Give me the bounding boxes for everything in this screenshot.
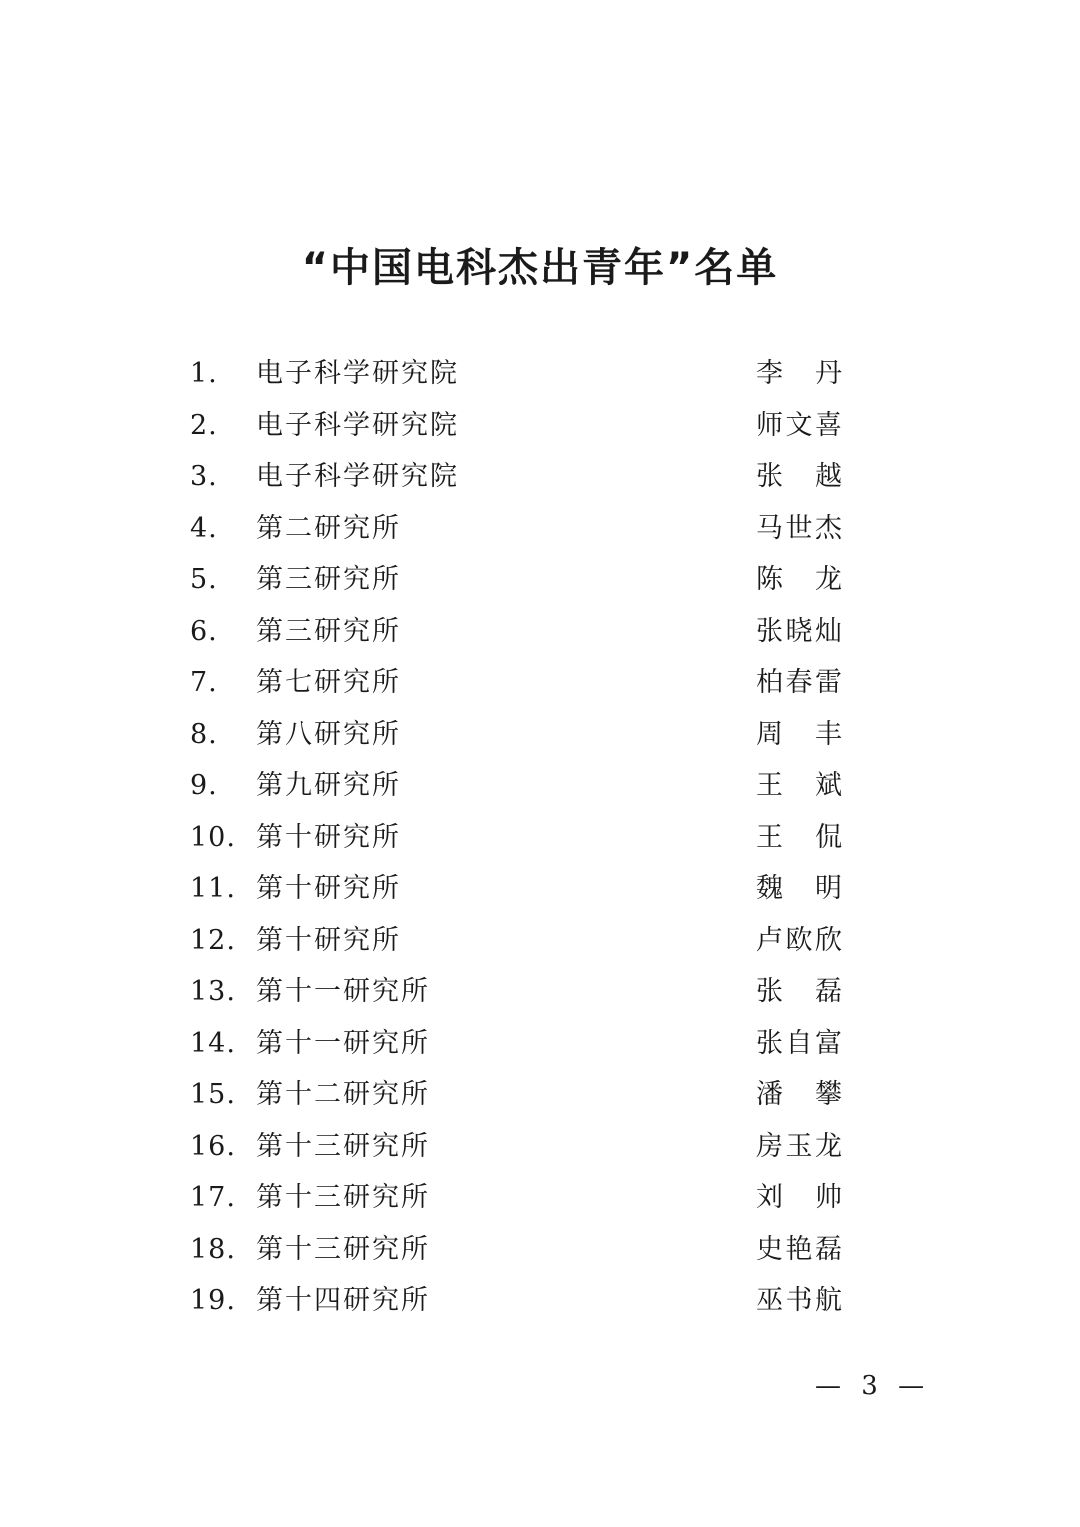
person-name: 张 磊 <box>756 976 842 1007</box>
organization: 第七研究所 <box>256 667 401 698</box>
list-item <box>0 1018 1080 1070</box>
list-item <box>0 400 1080 452</box>
list-item <box>0 760 1080 812</box>
organization: 第十二研究所 <box>256 1079 430 1110</box>
item-number: 17. <box>190 1182 236 1213</box>
person-name: 王 侃 <box>756 821 842 853</box>
organization: 第九研究所 <box>256 770 401 801</box>
person-name: 王 斌 <box>756 770 842 801</box>
person-name: 张自富 <box>756 1027 842 1059</box>
person-name: 张 越 <box>756 461 842 492</box>
item-number: 9. <box>190 770 218 801</box>
list-item <box>0 709 1080 761</box>
organization: 第十三研究所 <box>256 1130 430 1162</box>
name-list <box>0 348 1080 1327</box>
list-item <box>0 1224 1080 1276</box>
organization: 第十三研究所 <box>256 1233 430 1265</box>
person-name: 张晓灿 <box>756 615 842 647</box>
organization: 第二研究所 <box>256 512 401 544</box>
item-number: 10. <box>190 821 236 853</box>
item-number: 13. <box>190 976 236 1007</box>
person-name: 卢欧欣 <box>756 924 842 956</box>
organization: 第十四研究所 <box>256 1285 430 1316</box>
list-item <box>0 1121 1080 1173</box>
item-number: 15. <box>190 1079 236 1110</box>
organization: 第三研究所 <box>256 564 401 595</box>
person-name: 房玉龙 <box>756 1130 842 1162</box>
page-number: — 3 — <box>815 1371 931 1401</box>
organization: 电子科学研究院 <box>256 358 459 389</box>
person-name: 柏春雷 <box>756 667 842 698</box>
list-item <box>0 657 1080 709</box>
item-number: 14. <box>190 1027 236 1059</box>
item-number: 11. <box>190 873 236 904</box>
item-number: 18. <box>190 1233 236 1265</box>
person-name: 师文喜 <box>756 409 842 441</box>
item-number: 7. <box>190 667 218 698</box>
organization: 第十一研究所 <box>256 1027 430 1059</box>
person-name: 魏 明 <box>756 873 842 904</box>
list-item <box>0 554 1080 606</box>
person-name: 马世杰 <box>756 512 842 544</box>
list-item <box>0 966 1080 1018</box>
page-title: “中国电科杰出青年”名单 <box>301 245 779 291</box>
person-name: 潘 攀 <box>756 1079 842 1110</box>
item-number: 3. <box>190 461 218 492</box>
list-item <box>0 348 1080 400</box>
person-name: 史艳磊 <box>756 1233 842 1265</box>
list-item <box>0 812 1080 864</box>
list-item <box>0 451 1080 503</box>
person-name: 刘 帅 <box>756 1182 842 1213</box>
organization: 电子科学研究院 <box>256 461 459 492</box>
organization: 第八研究所 <box>256 718 401 750</box>
organization: 第十研究所 <box>256 873 401 904</box>
organization: 电子科学研究院 <box>256 409 459 441</box>
list-item <box>0 915 1080 967</box>
list-item <box>0 1275 1080 1327</box>
person-name: 巫书航 <box>756 1285 842 1316</box>
item-number: 2. <box>190 409 218 441</box>
item-number: 8. <box>190 718 218 750</box>
item-number: 4. <box>190 512 218 544</box>
organization: 第十研究所 <box>256 924 401 956</box>
organization: 第十研究所 <box>256 821 401 853</box>
person-name: 陈 龙 <box>756 564 842 595</box>
item-number: 6. <box>190 615 218 647</box>
item-number: 1. <box>190 358 218 389</box>
organization: 第三研究所 <box>256 615 401 647</box>
list-item <box>0 1172 1080 1224</box>
item-number: 16. <box>190 1130 236 1162</box>
list-item <box>0 863 1080 915</box>
item-number: 5. <box>190 564 218 595</box>
item-number: 12. <box>190 924 236 956</box>
list-item <box>0 1069 1080 1121</box>
list-item <box>0 606 1080 658</box>
person-name: 李 丹 <box>756 358 842 389</box>
organization: 第十一研究所 <box>256 976 430 1007</box>
list-item <box>0 503 1080 555</box>
organization: 第十三研究所 <box>256 1182 430 1213</box>
person-name: 周 丰 <box>756 718 842 750</box>
item-number: 19. <box>190 1285 236 1316</box>
